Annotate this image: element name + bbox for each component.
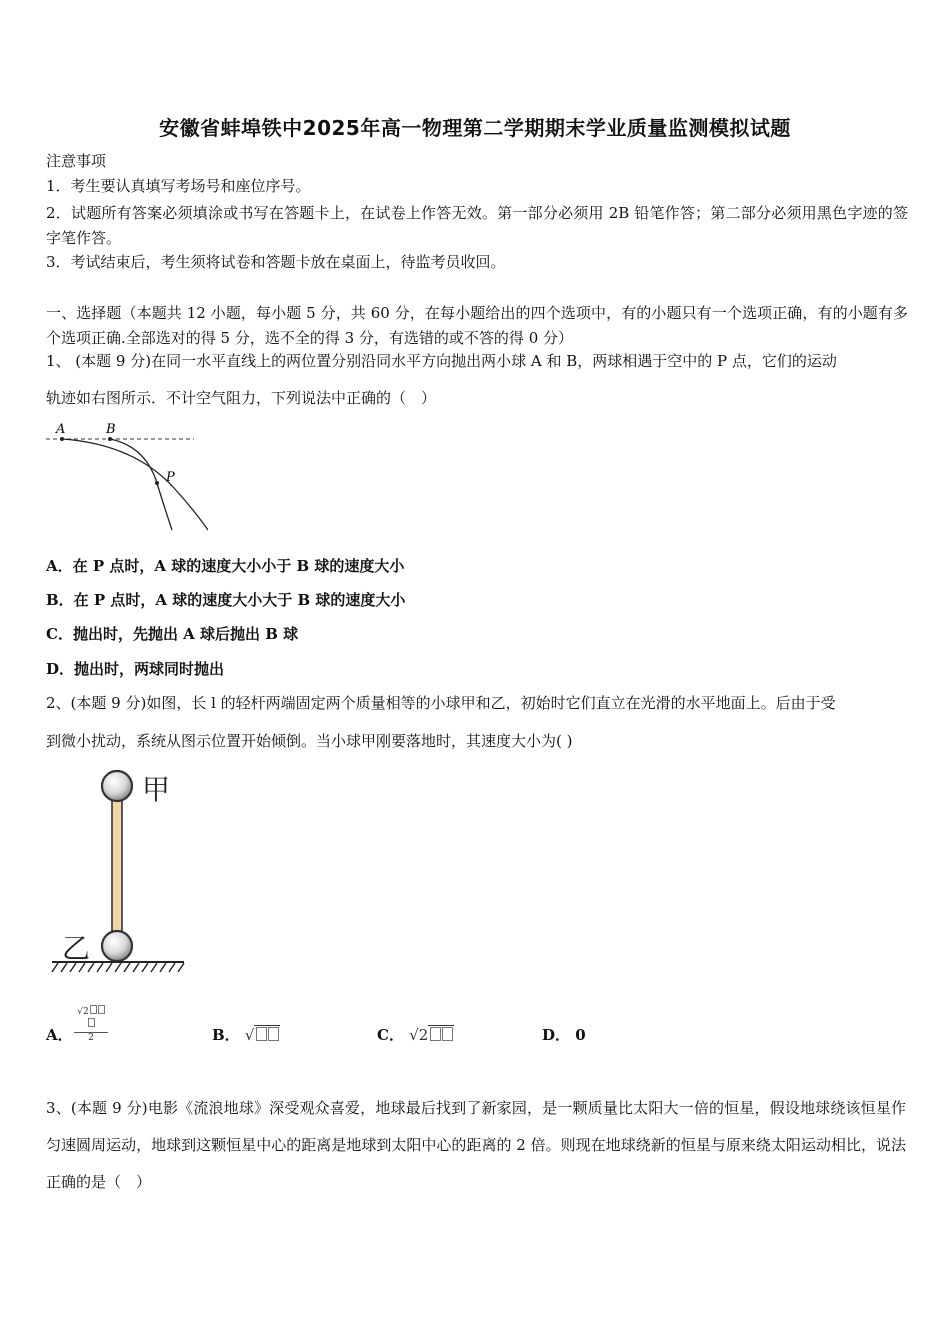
trajectory-a: [62, 439, 208, 530]
q1-option-a: A．在 P 点时，A 球的速度大小小于 B 球的速度大小: [46, 557, 405, 575]
point-b-dot: [108, 437, 112, 441]
q2-option-a-label: A．: [46, 1026, 73, 1044]
label-p: P: [166, 470, 175, 485]
q1-stem-line2: 轨迹如右图所示．不计空气阻力，下列说法中正确的（ ）: [46, 389, 437, 407]
point-p-dot: [155, 481, 159, 485]
q2-option-d-label: D．: [542, 1026, 571, 1044]
page-title: 安徽省蚌埠铁中2025年高一物理第二学期期末学业质量监测模拟试题: [159, 116, 791, 140]
notice-item-1: 1．考生要认真填写考场号和座位序号。: [46, 177, 311, 195]
section-intro: 一、选择题（本题共 12 小题，每小题 5 分，共 60 分，在每小题给出的四个选项中，有的小题只有一个选项正确，有的小题有多个选项正确.全部选对的得 5 分，选不全的得 3 分，有选错的或不答的得 0 分）: [46, 304, 908, 347]
q1-option-b: B．在 P 点时，A 球的速度大小大于 B 球的速度大小: [46, 591, 406, 609]
q2-option-c-label: C．: [377, 1026, 404, 1044]
q2-option-a-numerator: √2: [77, 1007, 89, 1017]
q1-trajectory-figure: [44, 418, 208, 532]
label-jia: 甲: [142, 773, 171, 806]
q2-option-d: [542, 1024, 586, 1045]
q1-option-c: C．抛出时，先抛出 A 球后抛出 B 球: [46, 625, 299, 643]
q2-option-b-label: B．: [212, 1026, 240, 1044]
notice-item-3: 3．考试结束后，考生须将试卷和答题卡放在桌面上，待监考员收回。: [46, 253, 506, 271]
q2-option-a: [46, 1024, 73, 1045]
label-yi: 乙: [62, 932, 91, 965]
label-a: A: [56, 422, 66, 437]
light-rod: [112, 798, 122, 934]
q2-option-b-radical: √: [244, 1026, 255, 1044]
notice-heading: 注意事项: [46, 152, 107, 170]
q2-stem-line1: 2、(本题 9 分)如图，长 l 的轻杆两端固定两个质量相等的小球甲和乙，初始时它们直立在光滑的水平地面上。后由于受: [46, 694, 836, 712]
q2-option-d-value: 0: [575, 1026, 586, 1044]
q2-option-a-fraction: [74, 1005, 108, 1044]
q3-stem: 3、(本题 9 分)电影《流浪地球》深受观众喜爱，地球最后找到了新家园，是一颗质量比太阳大一倍的恒星，假设地球绕该恒星作匀速圆周运动，地球到这颗恒星中心的距离是地球到太阳中心的距离的 2 倍。则现在地球绕新的恒星与原来绕太阳运动相比，说法正确的是（ ）: [46, 1099, 906, 1191]
ball-jia: [102, 771, 132, 801]
q2-option-c-radical: √2: [409, 1026, 429, 1044]
notice-item-2: 2．试题所有答案必须填涂或书写在答题卡上，在试卷上作答无效。第一部分必须用 2B 铅笔作答；第二部分必须用黑色字迹的签字笔作答。: [46, 204, 908, 247]
q1-option-d: D．抛出时，两球同时抛出: [46, 660, 225, 678]
q2-option-c: [377, 1024, 454, 1045]
q1-stem-line1: 1、 (本题 9 分)在同一水平直线上的两位置分别沿同水平方向抛出两小球 A 和 B，两球相遇于空中的 P 点，它们的运动: [46, 352, 837, 370]
q2-option-b: [212, 1024, 280, 1045]
trajectory-b: [110, 439, 172, 530]
q2-rod-figure: [50, 762, 190, 980]
q2-stem-line2: 到微小扰动，系统从图示位置开始倾倒。当小球甲刚要落地时，其速度大小为( ): [46, 732, 573, 750]
point-a-dot: [60, 437, 64, 441]
label-b: B: [106, 422, 116, 437]
ball-yi: [102, 931, 132, 961]
q2-option-a-denominator: 2: [88, 1033, 94, 1043]
